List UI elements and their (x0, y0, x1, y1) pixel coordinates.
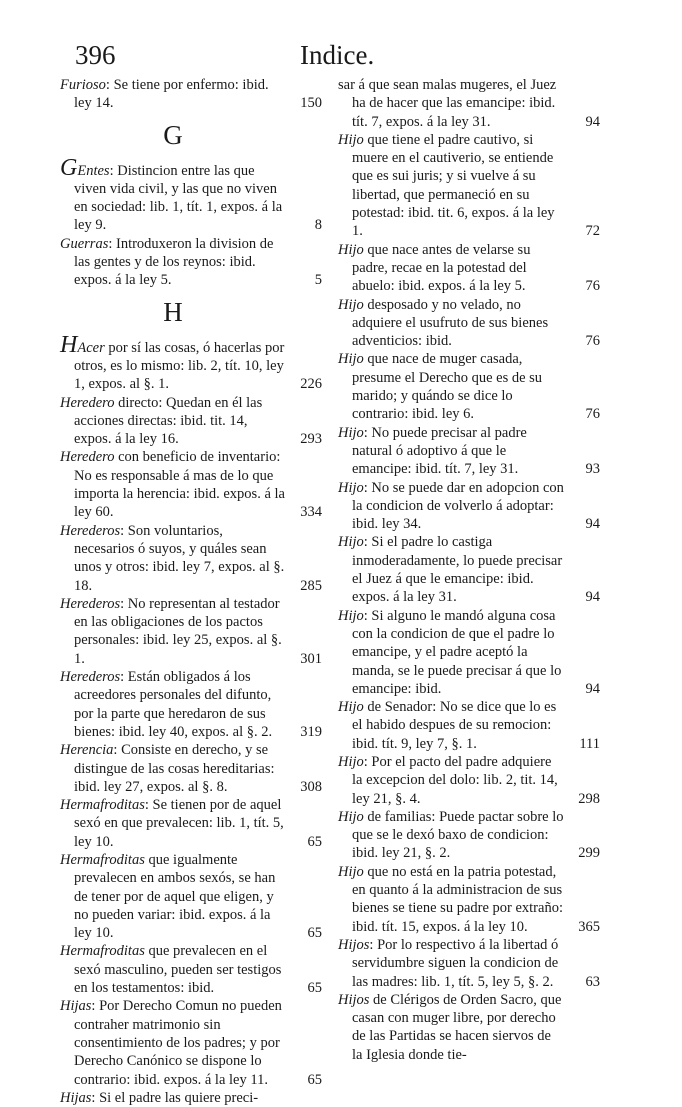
entry-keyword: Herederos (60, 669, 121, 686)
entry-keyword: Hermafroditas (60, 851, 145, 868)
entry-text: que igualmente prevalecen en ambos sexós, se han de tener por de aquel que eligen, y no pueden variar: ibid. expos. á la ley 10. (74, 851, 276, 942)
entry-keyword: Hijo (338, 424, 364, 441)
entry-keyword: Hijo (338, 296, 364, 313)
page-reference: 319 (300, 723, 322, 740)
entry-text: : Se tiene por enfermo: ibid. ley 14. (74, 77, 269, 112)
page-reference: 63 (585, 973, 600, 990)
page-reference: 5 (314, 272, 322, 289)
index-entry (60, 741, 322, 796)
page-reference: 72 (585, 223, 600, 240)
index-entry (338, 131, 600, 241)
entry-text: con beneficio de inventario: No es responsable á mas de lo que importa la herencia: ibid. expos. á la ley 60. (74, 449, 285, 521)
index-entry (338, 753, 600, 808)
page-reference: 94 (585, 680, 600, 697)
index-entry (60, 1089, 322, 1107)
entry-text: por sí las cosas, ó hacerlas por otros, es lo mismo: lib. 2, tít. 10, ley 1, expos. al §. 1. (74, 339, 285, 393)
entry-keyword: Entes (77, 162, 110, 179)
entry-text: desposado y no velado, no adquiere el usufruto de sus bienes adventicios: ibid. (352, 296, 549, 350)
section-letter: H (163, 296, 183, 327)
index-entry (60, 394, 322, 449)
index-entry (338, 607, 600, 698)
index-entry (60, 235, 322, 290)
entry-keyword: Hijas (60, 998, 92, 1015)
entry-text: : Consiste en derecho, y se distingue de las cosas hereditarias: ibid. ley 27, expos. al §. 8. (74, 742, 275, 795)
page-reference: 285 (300, 577, 322, 594)
index-entry (338, 479, 600, 534)
page-reference: 8 (314, 217, 322, 234)
entry-text: : Se tienen por de aquel sexó en que prevalecen: lib. 1, tít. 5, ley 10. (74, 797, 284, 850)
entry-keyword: Hijo (338, 607, 364, 624)
entry-keyword: Hijo (338, 863, 364, 880)
entry-text: que tiene el padre cautivo, si muere en el cautiverio, se entiende que es sui juris; y si vuelve á su libertad, que permaneció en su potestad: ibid. tit. 6, expos. á la ley 1. (352, 131, 555, 240)
entry-text: : Por Derecho Comun no pueden contraher matrimonio sin consentimiento de los padres; y por Derecho Canónico se dispone lo contrario: ibid. expos. á la ley 11. (74, 998, 282, 1088)
index-entry (60, 448, 322, 521)
page-reference: 65 (307, 980, 322, 997)
page-reference: 65 (307, 925, 322, 942)
index-entry (60, 942, 322, 997)
entry-text: que nace de muger casada, presume el Derecho que es de su marido; y quándo se dice lo contrario: ibid. ley 6. (352, 351, 543, 423)
entry-keyword: Heredero (60, 394, 115, 411)
entry-keyword: Hijo (338, 241, 364, 258)
entry-text: de Senador: No se dice que lo es el habido despues de su remocion: ibid. tít. 9, ley 7, §. 1. (352, 699, 557, 752)
entry-text: : Si el padre las quiere preci- (91, 1089, 259, 1106)
page-reference: 365 (578, 918, 600, 935)
entry-text: sar á que sean malas mugeres, el Juez ha de hacer que las emancipe: ibid. tít. 7, expos. á la ley 31. (338, 77, 557, 130)
entry-keyword: Herederos (60, 522, 121, 539)
entry-keyword: Acer (77, 339, 105, 356)
entry-keyword: Guerras (60, 235, 109, 252)
page-number: 396 (75, 40, 116, 70)
index-entry (338, 241, 600, 296)
index-entry (338, 424, 600, 479)
entry-text: que nace antes de velarse su padre, recae en la potestad del abuelo: ibid. expos. á la ley 5. (352, 241, 531, 295)
entry-text: : Si alguno le mandó alguna cosa con la condicion de que el padre lo emancipe, y el padre aceptó la manda, se le puede precisar á que lo emancipe: ibid. (352, 607, 562, 697)
index-entry (338, 350, 600, 423)
entry-keyword: Hijos (338, 991, 370, 1008)
entry-keyword: Heredero (60, 449, 115, 466)
index-entry (338, 808, 600, 863)
entry-text: : Por el pacto del padre adquiere la excepcion del dolo: lib. 2, tit. 14, ley 21, §. 4. (352, 753, 558, 807)
entry-text: de familias: Puede pactar sobre lo que se le dexó baxo de condicion: ibid. ley 21, §. 2. (352, 808, 564, 862)
entry-keyword: Hermafroditas (60, 943, 145, 960)
index-entry (338, 76, 600, 131)
index-entry (60, 997, 322, 1088)
page-reference: 334 (300, 504, 322, 521)
index-entry (338, 936, 600, 991)
entry-keyword: Herederos (60, 595, 121, 612)
page-reference: 299 (578, 845, 600, 862)
page-reference: 65 (307, 833, 322, 850)
entry-text: : No se puede dar en adopcion con la condicion de volverlo á adoptar: ibid. ley 34. (352, 479, 564, 533)
index-entry (338, 698, 600, 753)
index-entry (60, 154, 322, 235)
page-reference: 76 (585, 333, 600, 350)
entry-text: : Si el padre lo castiga inmoderadamente, lo puede precisar el Juez á que le emancipe: ibid. expos. á la ley 31. (352, 534, 563, 606)
entry-text: de Clérigos de Orden Sacro, que casan con muger libre, por derecho de las Partidas se hacen siervos de la Iglesia donde tie- (352, 991, 562, 1063)
page-reference: 298 (578, 790, 600, 807)
entry-text: : No puede precisar al padre natural ó adoptivo á que le emancipe: ibid. tít. 7, ley 31. (352, 424, 527, 478)
entry-keyword: Hijas (60, 1089, 92, 1106)
entry-text: : Por lo respectivo á la libertad ó servidumbre siguen la condicion de las madres: lib. 1, tít. 5, ley 5, §. 2. (352, 936, 559, 990)
index-entry (60, 668, 322, 741)
entry-keyword: Hijo (338, 534, 364, 551)
entry-keyword: Hijo (338, 753, 364, 770)
entry-text: directo: Quedan en él las acciones directas: ibid. tit. 14, expos. á la ley 16. (74, 394, 263, 448)
index-entry (338, 863, 600, 936)
index-entry (338, 296, 600, 351)
page-reference: 94 (585, 113, 600, 130)
page-reference: 293 (300, 431, 322, 448)
entry-keyword: Hijo (338, 131, 364, 148)
page-reference: 94 (585, 516, 600, 533)
page-reference: 111 (579, 735, 600, 752)
entry-keyword: Hermafroditas (60, 797, 145, 814)
index-entry (60, 796, 322, 851)
page-reference: 308 (300, 778, 322, 795)
drop-initial: G (60, 154, 78, 181)
page-reference: 93 (585, 461, 600, 478)
page-reference: 65 (307, 1071, 322, 1088)
index-column-right (338, 76, 600, 1064)
index-entry (60, 851, 322, 942)
page-reference: 226 (300, 376, 322, 393)
entry-text: que no está en la patria potestad, en quanto á la administracion de sus bienes se tiene su padre por extraño: ibid. tít. 15, expos. á la ley 10. (352, 863, 563, 935)
entry-text: : Introduxeron la division de las gentes y de los reynos: ibid. expos. á la ley 5. (74, 235, 274, 289)
index-entry (60, 522, 322, 595)
entry-keyword: Hijo (338, 479, 364, 496)
index-entry (60, 595, 322, 668)
index-column-left (60, 76, 322, 1107)
page-reference: 76 (585, 406, 600, 423)
entry-keyword: Hijo (338, 351, 364, 368)
page-title: Indice. (300, 40, 375, 70)
section-letter: G (163, 119, 183, 150)
index-entry (60, 76, 322, 113)
index-entry (338, 991, 600, 1064)
entry-keyword: Herencia (60, 742, 114, 759)
entry-keyword: Hijo (338, 808, 364, 825)
entry-keyword: Furioso (60, 77, 106, 93)
page-reference: 76 (585, 278, 600, 295)
index-entry (338, 533, 600, 606)
index-entry (60, 331, 322, 394)
page-reference: 301 (300, 650, 322, 667)
drop-initial: H (60, 331, 78, 358)
page-reference: 150 (300, 95, 322, 112)
entry-text: : Distincion entre las que viven vida civil, y las que no viven en sociedad: lib. 1, tít. 1, expos. á la ley 9. (74, 162, 283, 234)
entry-text: : No representan al testador en las obligaciones de los pactos personales: ibid. ley 25, expos. al §. 1. (74, 595, 282, 667)
entry-text: : Están obligados á los acreedores personales del difunto, por la parte que heredaron de sus bienes: ibid. ley 40, expos. al §. 2. (74, 669, 273, 740)
entry-keyword: Hijo (338, 699, 364, 716)
entry-keyword: Hijos (338, 936, 370, 953)
entry-text: : Son voluntarios, necesarios ó suyos, y quáles sean unos y otros: ibid. ley 7, expos. al §. 18. (74, 522, 285, 594)
page-reference: 94 (585, 589, 600, 606)
entry-text: que prevalecen en el sexó masculino, pueden ser testigos en los testamentos: ibid. (74, 943, 282, 997)
